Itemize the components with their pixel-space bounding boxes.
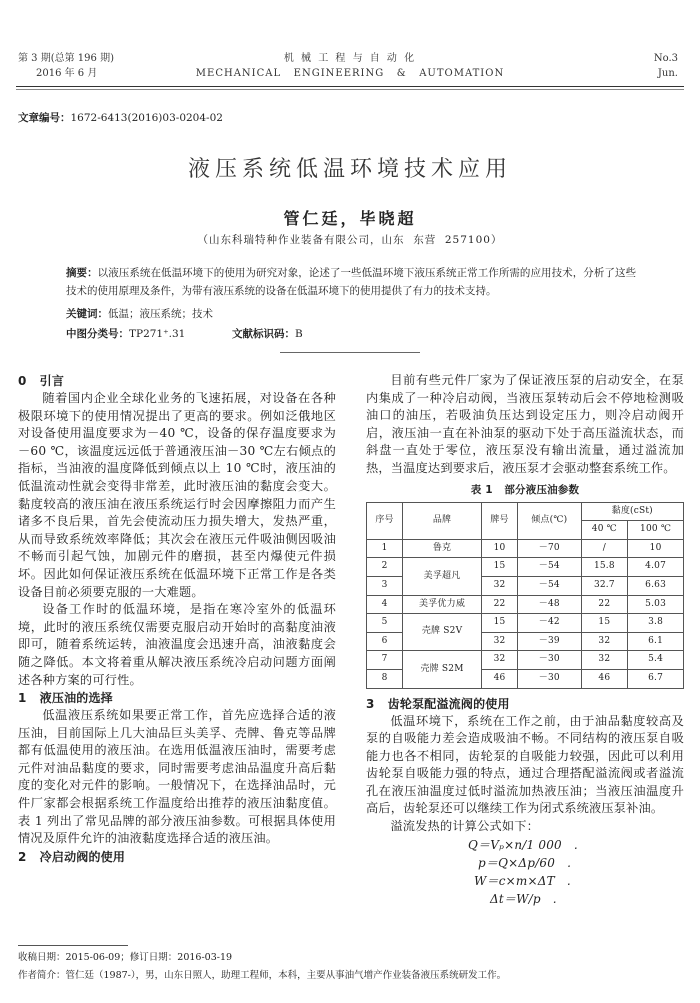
table-row [367, 595, 684, 614]
section-3-paragraph-2: 溢流发热的计算公式如下： [390, 819, 540, 834]
issue-number: 第 3 期(总第 196 期) [18, 53, 114, 64]
table-row [367, 539, 684, 558]
section-0-paragraph-1: 随着国内企业全球化业务的飞速拓展，对设备在各种极限环境下的使用情况提出了更高的要求。例如泛俄地区对设备使用温度要求为－40 ℃，设备的保存温度要求为－60 ℃，该温度远远低于普通液压油－30 ℃左右倾点的指标，当油液的温度降低到倾点以上 10 ℃时，液压油的低温流动性就会变得非常差，此时液压油的黏度会变大。黏度较高的液压油在液压系统运行时会因摩擦阻力而产生诸多不良后果，首先会使流动压力损失增大，发热严重，从而导致系统效率降低；其次会在液压元件吸油侧因吸油不畅而引起气蚀，加剧元件的磨损，甚至内爆使元件损坏。因此如何保证液压系统在低温环境下正常工作是各类设备目前必须要克服的一大难题。 [18, 391, 336, 599]
col-header-brand: 品牌 [403, 502, 482, 539]
table-row [367, 651, 684, 670]
table-row [367, 558, 684, 577]
section-1-heading: 1 液压油的选择 [18, 691, 113, 706]
article-number-value: 1672-6413(2016)03-0204-02 [70, 112, 223, 124]
clc-value: TP271⁺.31 [129, 328, 186, 340]
cell-visc-40: / [581, 539, 628, 558]
section-0-paragraph-2: 设备工作时的低温环境，是指在寒冷室外的低温环境，此时的液压系统仅需要克服启动开始时的高黏度油液即可，随着系统运转，油液温度会迅速升高，油液黏度会随之降低。本文将着重从解决液压系统冷启动问题方面阐述各种方案的可行性。 [18, 602, 336, 687]
keywords-label: 关键词： [66, 308, 108, 320]
cell-no: 1 [367, 539, 403, 558]
cell-visc-100: 4.07 [628, 558, 684, 577]
col-header-pour-point: 倾点(℃) [518, 502, 581, 539]
abstract [66, 264, 636, 300]
cell-visc-100: 6.7 [628, 669, 684, 688]
left-column [18, 372, 336, 866]
formula-4: Δt＝W/p . [490, 891, 557, 906]
cell-visc-100: 3.8 [628, 614, 684, 633]
author-bio: 作者简介：管仁廷（1987-），男，山东日照人，助理工程师，本科，主要从事油气增产作业装备液压系统研发工作。 [18, 970, 507, 981]
footnote-rule [18, 945, 128, 946]
cell-grade: 32 [481, 651, 517, 670]
doc-code-value: B [295, 328, 303, 340]
cell-pour-point: －30 [518, 669, 581, 688]
keywords-text: 低温；液压系统；技术 [108, 308, 213, 320]
cell-visc-40: 22 [581, 595, 628, 614]
journal-title-en: MECHANICAL ENGINEERING & AUTOMATION [195, 68, 505, 79]
section-2-paragraph-1: 目前有些元件厂家为了保证液压泵的启动安全，在泵内集成了一种冷启动阀，当液压泵转动后会不停地检测吸油口的油压，若吸油负压达到设定压力，则冷启动阀开启，液压油一直在补油泵的驱动下处于高压溢流状态，而斜盘一直处于零位，液压泵没有输出流量，通过溢流加热，当温度达到要求后，液压泵才会驱动整套系统工作。 [366, 373, 684, 475]
received-dates: 收稿日期：2015-06-09；修订日期：2016-03-19 [18, 952, 233, 963]
cell-visc-40: 32 [581, 651, 628, 670]
cell-pour-point: －54 [518, 558, 581, 577]
cell-visc-100: 6.63 [628, 576, 684, 595]
authors: 管仁廷，毕晓超 [283, 209, 417, 228]
table-row [367, 614, 684, 633]
cell-pour-point: －70 [518, 539, 581, 558]
doc-code-label: 文献标识码： [232, 328, 296, 340]
cell-brand: 美孚优力威 [403, 595, 482, 614]
cell-visc-40: 46 [581, 669, 628, 688]
cell-brand: 壳牌 S2V [403, 614, 482, 651]
col-header-viscosity: 黏度(cSt) [581, 502, 683, 521]
col-header-100c: 100 ℃ [628, 521, 684, 540]
header-rule-thin [16, 89, 684, 90]
article-number-label: 文章编号： [18, 112, 71, 124]
cell-pour-point: －42 [518, 614, 581, 633]
formula-3: W＝c×m×ΔT . [474, 873, 571, 888]
section-2-heading: 2 冷启动阀的使用 [18, 849, 126, 864]
abstract-divider [280, 352, 420, 353]
cell-no: 5 [367, 614, 403, 633]
cell-no: 3 [367, 576, 403, 595]
cell-no: 7 [367, 651, 403, 670]
journal-title-cn: 机 械 工 程 与 自 动 化 [283, 53, 417, 64]
issue-date: 2016 年 6 月 [36, 68, 98, 79]
header-rule [16, 86, 684, 87]
col-header-no: 序号 [367, 502, 403, 539]
cell-brand: 鲁克 [403, 539, 482, 558]
cell-grade: 15 [481, 614, 517, 633]
cell-no: 8 [367, 669, 403, 688]
cell-visc-100: 6.1 [628, 632, 684, 651]
cell-pour-point: －39 [518, 632, 581, 651]
article-number [18, 110, 223, 125]
table-caption: 表 1 部分液压油参数 [470, 483, 580, 496]
cell-grade: 32 [481, 576, 517, 595]
header-month: Jun. [657, 68, 678, 79]
cell-grade: 10 [481, 539, 517, 558]
header-no: No.3 [653, 53, 678, 64]
cell-visc-40: 15.8 [581, 558, 628, 577]
cell-visc-100: 10 [628, 539, 684, 558]
section-3-paragraph-1: 低温环境下，系统在工作之前，由于油品黏度较高及泵的自吸能力差会造成吸油不畅。不同结构的液压泵自吸能力也各不相同，齿轮泵的自吸能力较强，因此可以利用齿轮泵自吸能力强的特点，通过合理搭配溢流阀或者溢流孔在液压油温度过低时溢流加热液压油；当液压油温度升高后，齿轮泵还可以继续工作为闭式系统液压泵补油。 [366, 713, 684, 816]
right-column [366, 372, 684, 908]
affiliation: （山东科瑞特种作业装备有限公司，山东 东营 257100） [197, 234, 503, 246]
cell-pour-point: －48 [518, 595, 581, 614]
col-header-grade: 牌号 [481, 502, 517, 539]
abstract-label: 摘要： [66, 267, 98, 279]
cell-grade: 15 [481, 558, 517, 577]
cell-visc-100: 5.4 [628, 651, 684, 670]
cell-grade: 22 [481, 595, 517, 614]
keywords [66, 306, 213, 321]
paper-title: 液压系统低温环境技术应用 [187, 157, 512, 182]
abstract-text: 以液压系统在低温环境下的使用为研究对象，论述了一些低温环境下液压系统正常工作所需的应用技术，分析了这些技术的使用原理及条件，为带有液压系统的设备在低温环境下的使用提供了有力的技术支持。 [66, 267, 636, 297]
cell-visc-100: 5.03 [628, 595, 684, 614]
formula-2: p＝Q×Δp/60 . [478, 855, 572, 870]
clc-label: 中图分类号： [66, 328, 129, 340]
cell-visc-40: 15 [581, 614, 628, 633]
cell-grade: 32 [481, 632, 517, 651]
section-1-paragraph-1: 低温液压系统如果要正常工作，首先应选择合适的液压油，目前国际上几大油品巨头美孚、壳牌、鲁克等品牌都有低温使用的液压油。在选用低温液压油时，需要考虑元件对油品黏度的要求，同时需要考虑油品温度升高后黏度的变化对元件的影响。一般情况下，在选择油品时，元件厂家都会根据系统工作温度给出推荐的液压油黏度值。表 1 列出了常见品牌的部分液压油参数。可根据具体使用情况及原件允许的油液黏度选择合适的液压油。 [18, 708, 336, 846]
table-header-row [367, 502, 684, 521]
cell-brand: 美孚超凡 [403, 558, 482, 595]
cell-pour-point: －30 [518, 651, 581, 670]
cell-no: 4 [367, 595, 403, 614]
oil-parameter-table [366, 502, 684, 689]
cell-no: 2 [367, 558, 403, 577]
classification [66, 326, 303, 341]
cell-grade: 46 [481, 669, 517, 688]
section-3-heading: 3 齿轮泵配溢流阀的使用 [366, 696, 510, 711]
cell-pour-point: －54 [518, 576, 581, 595]
formula-1: Q＝Vₚ×n/1 000 . [468, 837, 578, 852]
cell-brand: 壳牌 S2M [403, 651, 482, 688]
cell-visc-40: 32 [581, 632, 628, 651]
cell-no: 6 [367, 632, 403, 651]
section-0-heading: 0 引言 [18, 374, 65, 388]
cell-visc-40: 32.7 [581, 576, 628, 595]
col-header-40c: 40 ℃ [581, 521, 628, 540]
